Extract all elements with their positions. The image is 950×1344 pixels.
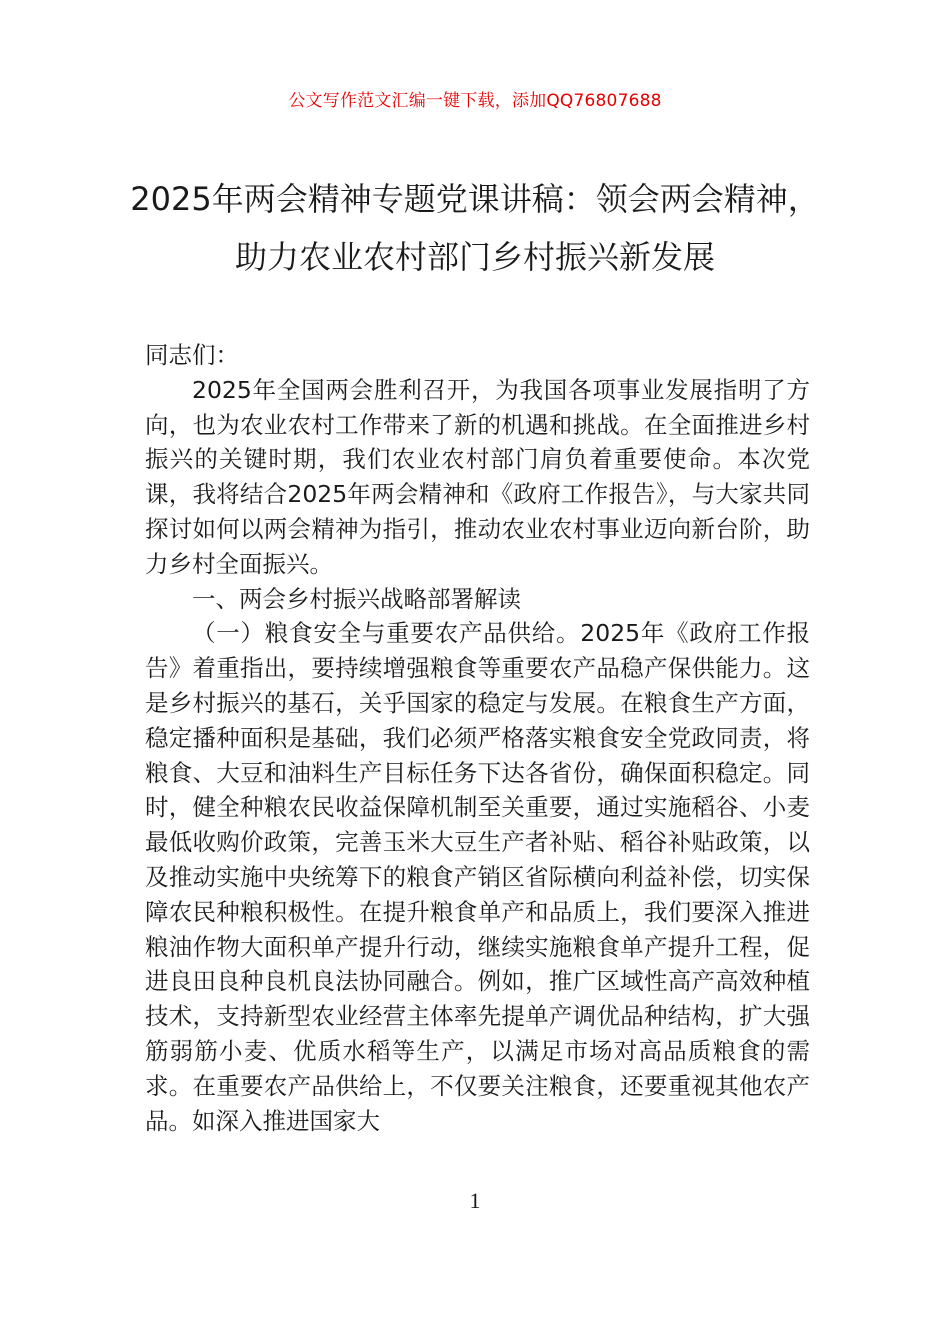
- document-title: 2025年两会精神专题党课讲稿：领会两会精神，助力农业农村部门乡村振兴新发展: [130, 180, 820, 276]
- document-body: [145, 338, 810, 1138]
- header-download-note: 公文写作范文汇编一键下载，添加QQ76807688: [288, 91, 662, 111]
- salutation: 同志们：: [145, 341, 239, 369]
- body-paragraph: （一）粮食安全与重要农产品供给。2025年《政府工作报告》着重指出，要持续增强粮食等重要农产品稳产保供能力。这是乡村振兴的基石，关乎国家的稳定与发展。在粮食生产方面，稳定播种面积是基础，我们必须严格落实粮食安全党政同责，将粮食、大豆和油料生产目标任务下达各省份，确保面积稳定。同时，健全种粮农民收益保障机制至关重要，通过实施稻谷、小麦最低收购价政策，完善玉米大豆生产者补贴、稻谷补贴政策，以及推动实施中央统筹下的粮食产销区省际横向利益补偿，切实保障农民种粮积极性。在提升粮食单产和品质上，我们要深入推进粮油作物大面积单产提升行动，继续实施粮食单产提升工程，促进良田良种良机良法协同融合。例如，推广区域性高产高效种植技术，支持新型农业经营主体率先提单产调优品种结构，扩大强筋弱筋小麦、优质水稻等生产，以满足市场对高品质粮食的需求。在重要农产品供给上，不仅要关注粮食，还要重视其他农产品。如深入推进国家大: [145, 619, 810, 1135]
- page-number: 1: [469, 1188, 481, 1213]
- intro-paragraph: 2025年全国两会胜利召开，为我国各项事业发展指明了方向，也为农业农村工作带来了新的机遇和挑战。在全面推进乡村振兴的关键时期，我们农业农村部门肩负着重要使命。本次党课，我将结合2025年两会精神和《政府工作报告》，与大家共同探讨如何以两会精神为指引，推动农业农村事业迈向新台阶，助力乡村全面振兴。: [145, 375, 810, 578]
- section-heading: 一、两会乡村振兴战略部署解读: [192, 584, 521, 613]
